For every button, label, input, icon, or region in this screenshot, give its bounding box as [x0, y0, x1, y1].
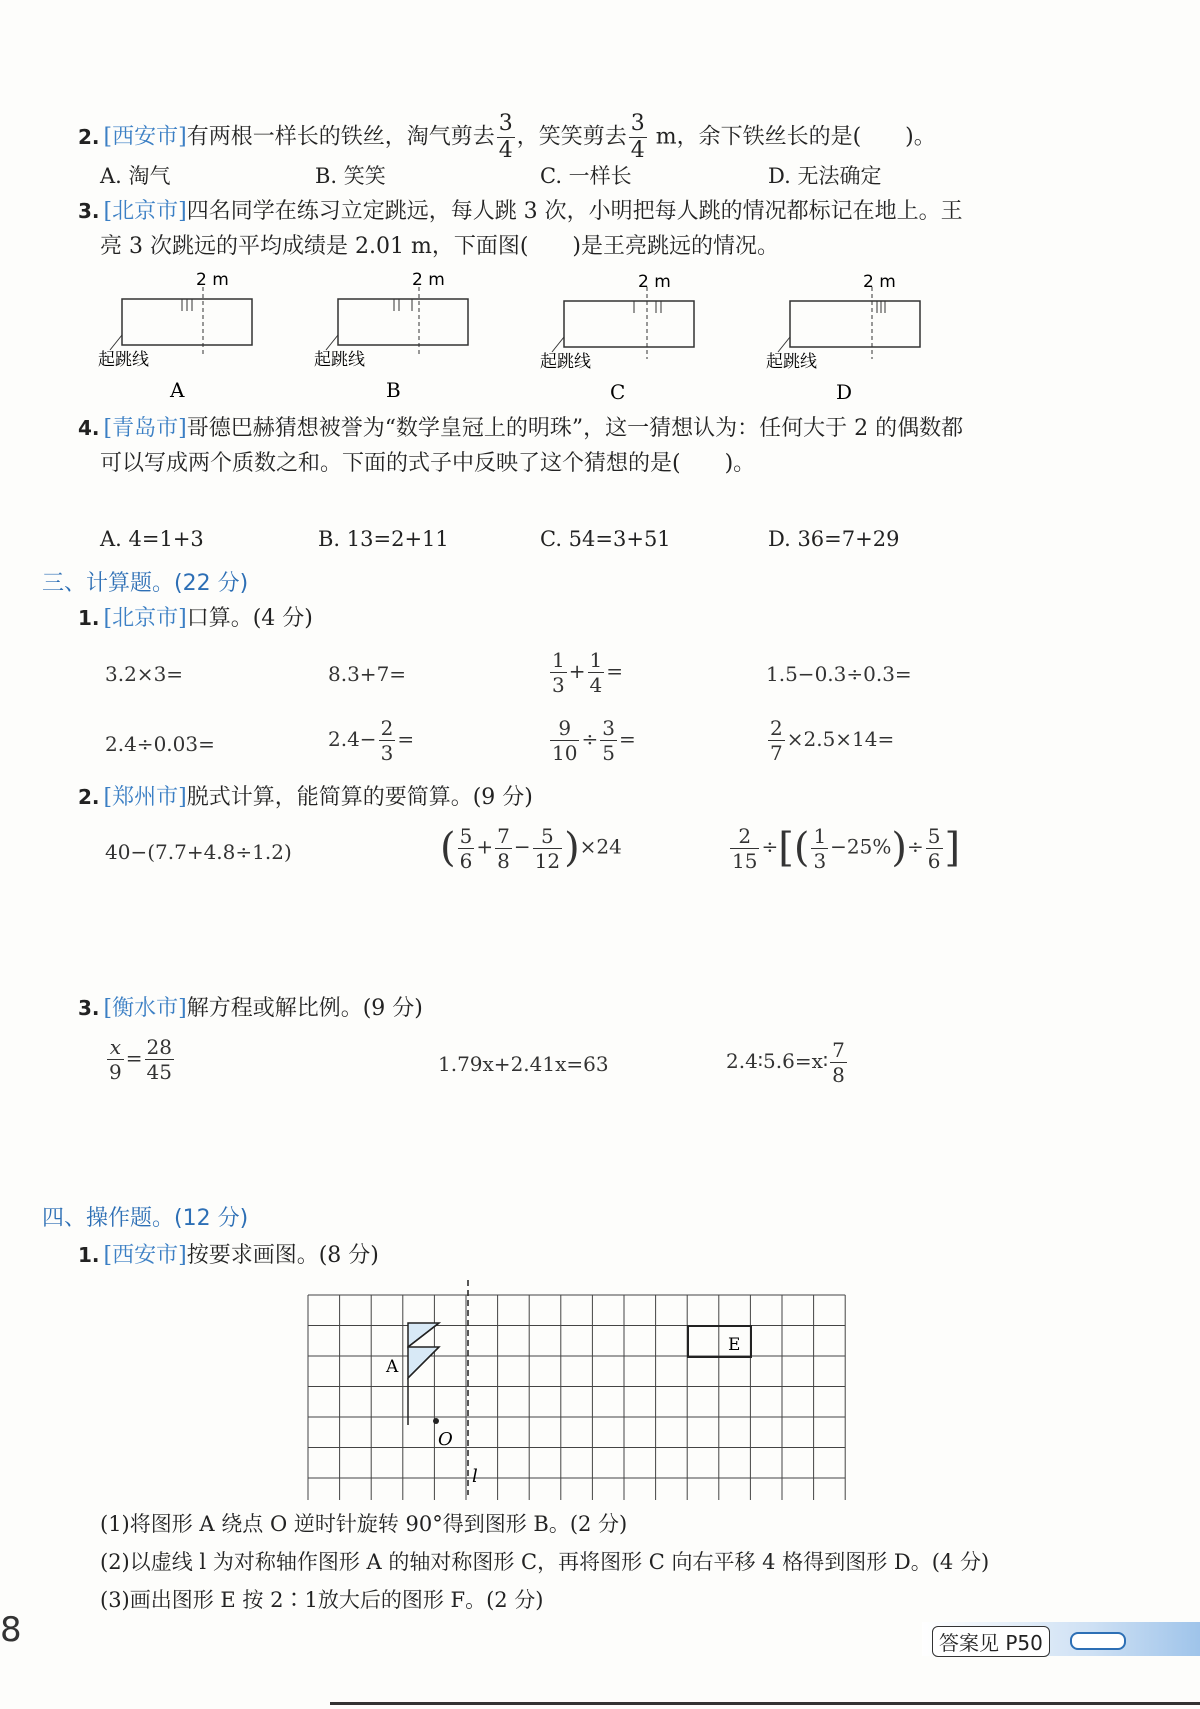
question-number: 3.	[78, 996, 100, 1020]
expression: $\frac{1}{3}$ + $\frac{1}{4}$ =	[552, 648, 623, 697]
calc-question-2	[78, 782, 533, 813]
start-line-label: 起跳线	[314, 350, 365, 370]
question-text: 可以写成两个质数之和。下面的式子中反映了这个猜想的是( )。	[100, 451, 756, 476]
jump-figure-a	[98, 270, 252, 402]
region-tag: [北京市]	[103, 606, 187, 631]
region-tag: [西安市]	[103, 124, 187, 150]
calc-question-3	[78, 993, 423, 1024]
figure-e	[688, 1326, 751, 1357]
question-text: 口算。(4 分)	[186, 606, 313, 631]
start-line-label: 起跳线	[540, 352, 591, 372]
question-4	[78, 413, 963, 444]
region-tag: [郑州市]	[103, 785, 187, 810]
expression: $\frac{9}{10}$ ÷ $\frac{3}{5}$ =	[552, 716, 636, 765]
mark-label: 2 m	[196, 270, 229, 290]
question-number: 1.	[78, 606, 100, 630]
answer-banner	[922, 1622, 1200, 1656]
option-b: B. 笑笑	[315, 164, 386, 188]
option-c: C. 54=3+51	[540, 527, 671, 551]
question-text: 四名同学在练习立定跳远，每人跳 3 次，小明把每人跳的情况都标记在地上。王	[186, 199, 963, 224]
expression: 2.4− $\frac{2}{3}$ =	[328, 716, 415, 765]
question-number: 1.	[78, 1243, 100, 1267]
figure-letter: B	[386, 378, 401, 402]
option-c: C. 一样长	[540, 164, 632, 188]
option-a: A. 淘气	[100, 164, 171, 188]
expression: 8.3+7=	[328, 662, 407, 686]
question-text: 哥德巴赫猜想被誉为“数学皇冠上的明珠”，这一猜想认为：任何大于 2 的偶数都	[186, 416, 964, 441]
jump-figure-d	[766, 272, 920, 404]
mark-label: 2 m	[412, 270, 445, 290]
question-number: 3.	[78, 199, 100, 223]
question-text: 按要求画图。(8 分)	[186, 1243, 379, 1268]
section-title: 四、操作题。(12 分)	[42, 1206, 249, 1231]
question-3	[78, 196, 963, 227]
question-number: 4.	[78, 416, 100, 440]
task-3: (3)画出图形 E 按 2∶1放大后的图形 F。(2 分)	[100, 1588, 544, 1612]
fraction: $\frac{3}{4}$	[630, 111, 645, 163]
expression: $\frac{x}{9}$ = $\frac{28}{45}$	[109, 1035, 172, 1084]
page-number: 8	[0, 1610, 22, 1650]
mark-label: 2 m	[638, 272, 671, 292]
start-line-label: 起跳线	[98, 350, 149, 370]
start-line-label: 起跳线	[766, 352, 817, 372]
figure-letter: D	[836, 380, 853, 404]
rocket-icon	[1070, 1632, 1126, 1650]
question-2	[78, 113, 936, 162]
figure-letter: A	[170, 378, 185, 402]
answer-reference: 答案见 P50	[932, 1626, 1050, 1657]
expression: 1.5−0.3÷0.3=	[766, 662, 912, 686]
mark-label: 2 m	[863, 272, 896, 292]
bottom-rule	[330, 1702, 1200, 1705]
label-a: A	[386, 1357, 399, 1377]
point-o	[433, 1418, 439, 1424]
question-text: 脱式计算，能简算的要简算。(9 分)	[186, 785, 533, 810]
expression: $\frac{2}{15}$ ÷[( $\frac{1}{3}$ −25%)÷ $\frac{5}{6}$ ]	[732, 823, 961, 873]
expression: 2.4∶5.6=x∶ $\frac{7}{8}$	[726, 1038, 845, 1087]
task-1: (1)将图形 A 绕点 O 逆时针旋转 90°得到图形 B。(2 分)	[100, 1512, 628, 1536]
calc-question-1	[78, 603, 313, 634]
jump-figures	[90, 265, 970, 410]
option-d: D. 无法确定	[768, 164, 882, 188]
figure-letter: C	[610, 380, 626, 404]
expression: 2.4÷0.03=	[105, 732, 215, 756]
region-tag: [北京市]	[103, 199, 187, 224]
operation-question-1	[78, 1240, 379, 1271]
drawing-grid[interactable]	[300, 1280, 860, 1500]
question-number: 2.	[78, 785, 100, 809]
option-a: A. 4=1+3	[100, 527, 204, 551]
option-d: D. 36=7+29	[768, 527, 900, 551]
option-b: B. 13=2+11	[318, 527, 449, 551]
question-text: 解方程或解比例。(9 分)	[186, 996, 423, 1021]
fraction: $\frac{3}{4}$	[498, 111, 513, 163]
question-text: 有两根一样长的铁丝，淘气剪去	[186, 124, 495, 150]
question-text: ，笑笑剪去	[516, 124, 627, 150]
question-number: 2.	[78, 124, 100, 149]
region-tag: [衡水市]	[103, 996, 187, 1021]
expression: $\frac{2}{7}$ ×2.5×14=	[770, 716, 895, 765]
section-title: 三、计算题。(22 分)	[42, 571, 249, 596]
question-text: 亮 3 次跳远的平均成绩是 2.01 m，下面图( )是王亮跳远的情况。	[100, 234, 779, 259]
expression: 1.79x+2.41x=63	[438, 1052, 609, 1076]
region-tag: [青岛市]	[103, 416, 187, 441]
label-e: E	[728, 1335, 741, 1355]
expression: 3.2×3=	[105, 662, 184, 686]
expression: ( $\frac{5}{6}$ + $\frac{7}{8}$ − $\frac{5}{12}$ )×24	[440, 823, 622, 873]
label-o: O	[438, 1429, 453, 1450]
jump-figure-c	[540, 272, 694, 404]
question-text: m，余下铁丝长的是( )。	[648, 124, 936, 150]
expression: 40−(7.7+4.8÷1.2)	[105, 840, 292, 864]
region-tag: [西安市]	[103, 1243, 187, 1268]
task-2: (2)以虚线 l 为对称轴作图形 A 的轴对称图形 C，再将图形 C 向右平移 4 格得到图形 D。(4 分)	[100, 1550, 990, 1574]
label-l: l	[472, 1466, 478, 1487]
jump-figure-b	[314, 270, 468, 402]
